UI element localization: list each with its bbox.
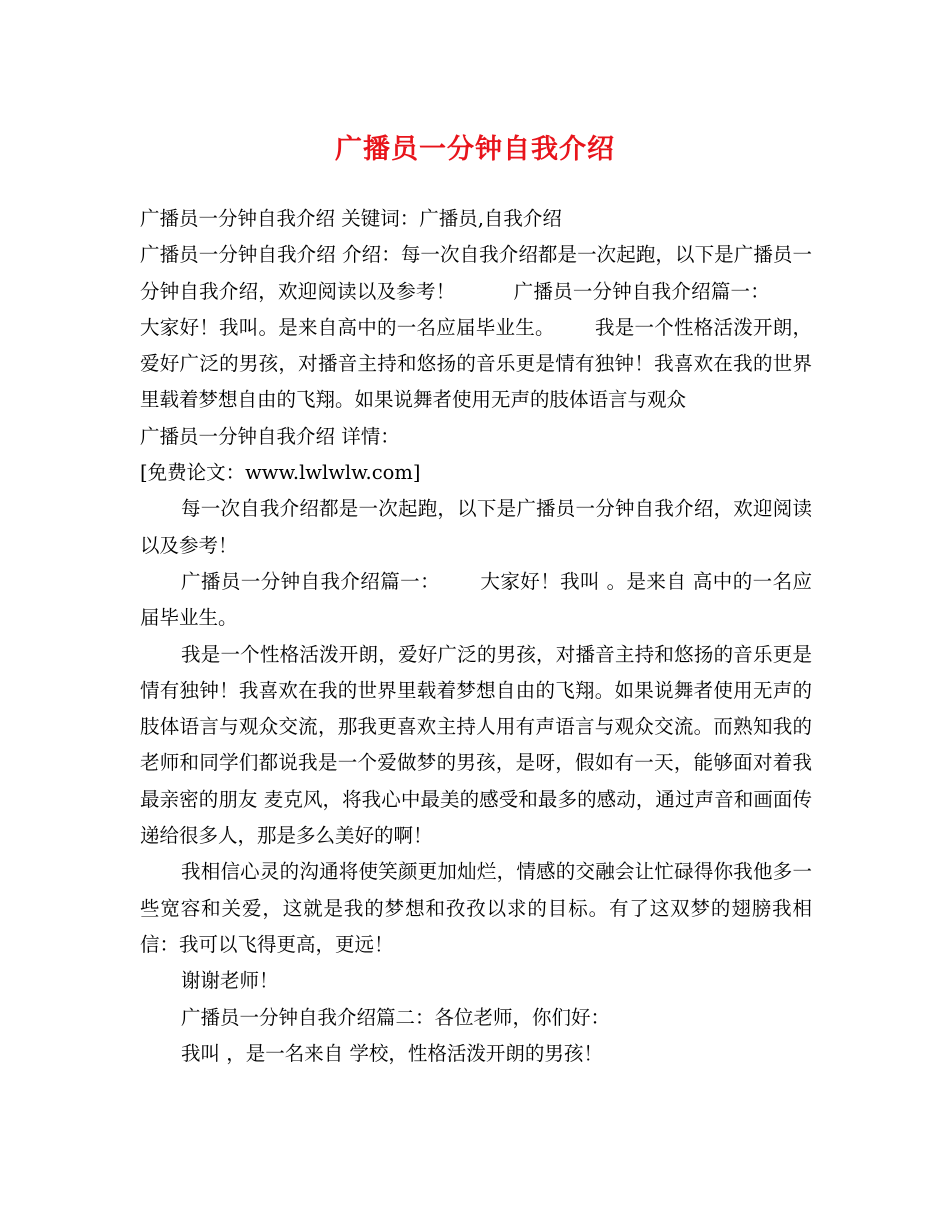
body-paragraph-belief: 我相信心灵的沟通将使笑颜更加灿烂，情感的交融会让忙碌得你我他多一些宽容和关爱，这就是我的梦想和孜孜以求的目标。有了这双梦的翅膀我相信：我可以飞得更高，更远！ bbox=[140, 860, 812, 956]
summary-excerpt: 我是一个性格活泼开朗，爱好广泛的男孩，对播音主持和悠扬的音乐更是情有独钟！我喜欢在我的世界里载着梦想自由的飞翔。如果说舞者使用无声的肢体语言与观众 bbox=[140, 315, 812, 412]
thanks-line: 谢谢老师！ bbox=[181, 969, 279, 993]
section-one-greeting: 大家好！我叫 。是来自 高中的一名应届毕业生。 bbox=[140, 569, 812, 630]
keywords-line: 广播员一分钟自我介绍 关键词：广播员,自我介绍 bbox=[140, 207, 562, 230]
summary-greeting: 大家好！我叫。是来自高中的一名应届毕业生。 bbox=[140, 315, 555, 339]
document-title: 广播员一分钟自我介绍 bbox=[335, 134, 615, 165]
summary-intro: 广播员一分钟自我介绍 介绍：每一次自我介绍都是一次起跑，以下是广播员一分钟自我介绍，欢迎阅读以及参考！ bbox=[140, 243, 812, 303]
source-line: [免费论文：www.lwlwlw.com] bbox=[140, 461, 421, 485]
summary-paragraph bbox=[140, 237, 812, 418]
section-two-heading: 广播员一分钟自我介绍篇二：各位老师，你们好： bbox=[181, 1005, 611, 1029]
details-label: 广播员一分钟自我介绍 详情： bbox=[140, 424, 400, 448]
section-one-paragraph bbox=[140, 564, 812, 637]
intro-paragraph: 每一次自我介绍都是一次起跑，以下是广播员一分钟自我介绍，欢迎阅读以及参考！ bbox=[140, 497, 812, 557]
section-one-heading: 广播员一分钟自我介绍篇一： bbox=[181, 569, 440, 593]
section-two-first-line: 我叫 ，是一名来自 学校，性格活泼开朗的男孩！ bbox=[181, 1041, 603, 1065]
body-paragraph-dreams: 我是一个性格活泼开朗，爱好广泛的男孩，对播音主持和悠扬的音乐更是情有独钟！我喜欢在我的世界里载着梦想自由的飞翔。如果说舞者使用无声的肢体语言与观众交流，那我更喜欢主持人用有声语言与观众交流。而熟知我的老师和同学们都说我是一个爱做梦的男孩，是呀，假如有一天，能够面对着我最亲密的朋友 麦克风，将我心中最美的感受和最多的感动，通过声音和画面传递给很多人，那是多么美好的啊！ bbox=[140, 642, 812, 848]
document-body bbox=[140, 201, 812, 1072]
summary-section-heading: 广播员一分钟自我介绍篇一： bbox=[513, 279, 770, 303]
